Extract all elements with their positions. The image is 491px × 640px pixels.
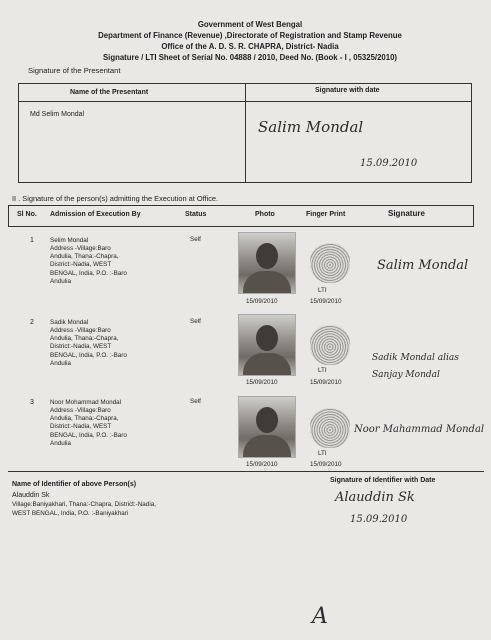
govt-title: Government of West Bengal — [197, 20, 303, 29]
row2-signature: Sadik Mondal alias Sanjay Mondal — [372, 353, 459, 380]
row1-signature: Salim Mondal — [377, 258, 469, 273]
identifier-address-2: WEST BENGAL, India, P.O. :-Baniyakhari — [12, 510, 129, 517]
identifier-heading: Name of Identifier of above Person(s) — [12, 481, 137, 488]
col-admission-by: Admission of Execution By — [50, 211, 141, 218]
row2-status: Self — [190, 318, 201, 325]
identifier-signature: Alauddin Sk — [335, 490, 415, 505]
row1-photo — [238, 232, 296, 294]
row1-fingerprint — [310, 243, 350, 283]
col-sl-no: Sl No. — [17, 211, 37, 218]
row3-photo — [238, 396, 296, 458]
footer-initials: A — [312, 604, 328, 629]
row2-photo-date: 15/09/2010 — [246, 379, 278, 386]
presentant-signature: Salim Mondal — [258, 118, 364, 136]
row2-sl: 2 — [30, 319, 34, 326]
col-signature: Signature — [388, 209, 425, 218]
identifier-sig-date: 15.09.2010 — [350, 514, 408, 525]
row2-lti: LTI — [318, 367, 327, 374]
row3-photo-date: 15/09/2010 — [246, 461, 278, 468]
department-title: Department of Finance (Revenue) ,Directorate of Registration and Stamp Revenue — [98, 31, 402, 40]
identifier-name: Alauddin Sk — [12, 492, 50, 499]
col-photo: Photo — [255, 211, 275, 218]
col-status: Status — [185, 211, 207, 218]
row1-sl: 1 — [30, 237, 34, 244]
identifier-sig-heading: Signature of Identifier with Date — [330, 477, 436, 484]
row2-name: Sadik Mondal — [50, 319, 89, 326]
row2-address: Address -Village:Baro Andulia, Thana:-Chapra, District:-Nadia, WEST BENGAL, India, P.O. :-Baro Andulia — [50, 327, 127, 367]
office-title: Office of the A. D. S. R. CHAPRA, District- Nadia — [161, 42, 339, 51]
section2-title: II . Signature of the person(s) admitting the Execution at Office. — [12, 194, 219, 203]
row3-fp-date: 15/09/2010 — [310, 461, 342, 468]
row3-sl: 3 — [30, 399, 34, 406]
row3-signature: Noor Mahammad Mondal — [354, 424, 485, 435]
row1-photo-date: 15/09/2010 — [246, 298, 278, 305]
row1-status: Self — [190, 236, 201, 243]
row1-address: Address -Village:Baro Andulia, Thana:-Chapra, District:-Nadia, WEST BENGAL, India, P.O. :-Baro Andulia — [50, 245, 127, 285]
row3-lti: LTI — [318, 450, 327, 457]
row3-fingerprint — [310, 408, 350, 448]
identifier-divider — [8, 471, 484, 472]
row3-address: Address -Village:Baro Andulia, Thana:-Chapra, District:-Nadia, WEST BENGAL, India, P.O. :-Baro Andulia — [50, 407, 127, 447]
row2-fingerprint — [310, 325, 350, 365]
presentant-sig-date: 15.09.2010 — [360, 158, 418, 169]
row1-fp-date: 15/09/2010 — [310, 298, 342, 305]
row2-photo — [238, 314, 296, 376]
col-signature-with-date: Signature with date — [315, 87, 380, 94]
section1-title: Signature of the Presentant — [28, 66, 121, 75]
col-presentant-name: Name of the Presentant — [70, 89, 149, 96]
presentant-table-col-divider — [245, 83, 246, 182]
row1-lti: LTI — [318, 287, 327, 294]
row2-fp-date: 15/09/2010 — [310, 379, 342, 386]
col-finger-print: Finger Print — [306, 211, 346, 218]
sheet-title: Signature / LTI Sheet of Serial No. 04888 / 2010, Deed No. (Book - I , 05325/2010) — [102, 53, 398, 62]
row3-name: Noor Mohammad Mondal — [50, 399, 122, 406]
identifier-address-1: Village:Baniyakhari, Thana:-Chapra, District:-Nadia, — [12, 501, 156, 508]
row1-name: Selim Mondal — [50, 237, 89, 244]
presentant-name: Md Selim Mondal — [30, 111, 85, 118]
row3-status: Self — [190, 398, 201, 405]
